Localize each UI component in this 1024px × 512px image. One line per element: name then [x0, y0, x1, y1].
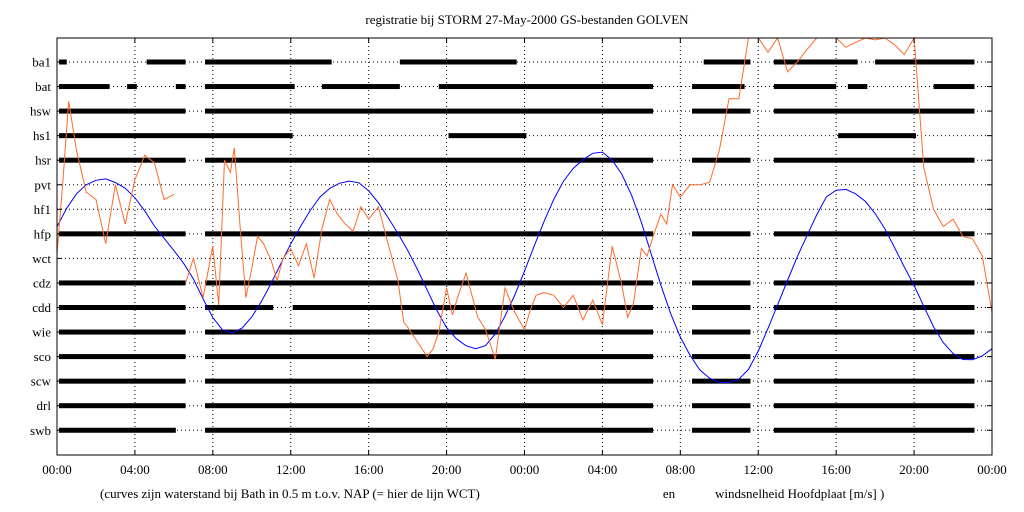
availability-segment-sco	[59, 354, 186, 359]
grid-lines	[57, 38, 992, 455]
y-tick-label-hs1: hs1	[32, 128, 51, 144]
y-tick-label-wct: wct	[32, 250, 51, 266]
availability-segment-hfp	[692, 231, 750, 236]
x-tick-label: 20:00	[899, 462, 929, 477]
availability-segment-drl	[774, 403, 975, 408]
y-tick-label-swb: swb	[30, 422, 51, 438]
availability-segment-cdd	[205, 305, 273, 310]
availability-segment-scw	[205, 379, 653, 384]
availability-segment-cdd	[692, 305, 750, 310]
y-tick-label-sco: sco	[33, 349, 51, 365]
y-tick-label-hf1: hf1	[33, 201, 51, 217]
availability-segment-swb	[59, 428, 176, 433]
availability-segment-hsw	[205, 109, 653, 114]
availability-segment-cdz	[59, 280, 186, 285]
availability-segment-bat	[205, 84, 295, 89]
x-tick-label: 20:00	[431, 462, 462, 477]
availability-segment-hfp	[774, 231, 975, 236]
y-tick-label-hsw: hsw	[30, 103, 51, 119]
availability-segment-drl	[205, 403, 653, 408]
availability-segment-ba1	[400, 60, 517, 65]
y-tick-label-ba1: ba1	[32, 54, 51, 70]
x-tick-label: 16:00	[821, 462, 851, 477]
availability-segment-cdd	[774, 305, 975, 310]
availability-segment-bat	[322, 84, 400, 89]
x-tick-label: 00:00	[509, 462, 540, 477]
availability-segment-wie	[205, 330, 653, 335]
availability-segment-wie	[59, 330, 186, 335]
availability-segment-cdz	[692, 280, 750, 285]
y-tick-label-hfp: hfp	[33, 226, 51, 242]
availability-segment-bat	[934, 84, 975, 89]
availability-segment-hsr	[774, 158, 975, 163]
availability-segment-sco	[692, 354, 750, 359]
availability-segment-hsr	[692, 158, 750, 163]
availability-segment-drl	[692, 403, 750, 408]
availability-segment-bat	[692, 84, 745, 89]
availability-segment-wie	[774, 330, 975, 335]
availability-segment-bat	[127, 84, 137, 89]
availability-segment-hsw	[59, 109, 186, 114]
availability-segment-ba1	[704, 60, 751, 65]
availability-segment-hsw	[692, 109, 750, 114]
availability-segment-bat	[774, 84, 836, 89]
y-tick-label-cdz: cdz	[32, 275, 51, 291]
y-tick-label-drl: drl	[36, 398, 51, 414]
availability-segment-bat	[439, 84, 653, 89]
x-tick-labels	[42, 462, 1007, 477]
x-tick-label: 00:00	[42, 462, 72, 477]
availability-segment-bat	[176, 84, 186, 89]
availability-segment-drl	[59, 403, 186, 408]
availability-segment-hfp	[205, 231, 653, 236]
availability-segment-ba1	[774, 60, 858, 65]
y-tick-label-pvt: pvt	[34, 177, 51, 193]
x-tick-label: 04:00	[587, 462, 618, 477]
availability-segment-scw	[774, 379, 975, 384]
y-tick-label-hsr: hsr	[35, 152, 51, 168]
availability-segment-swb	[692, 428, 750, 433]
y-tick-label-cdd: cdd	[32, 300, 51, 315]
availability-bars	[59, 60, 975, 433]
availability-segment-ba1	[205, 60, 332, 65]
x-axis-label-wind: windsnelheid Hoofdplaat [m/s] )	[715, 486, 885, 501]
x-axis-label-en: en	[662, 486, 676, 501]
availability-segment-cdd	[59, 305, 186, 310]
availability-segment-bat	[848, 84, 867, 89]
availability-segment-hsw	[774, 109, 975, 114]
availability-segment-ba1	[875, 60, 974, 65]
availability-segment-hs1	[449, 133, 527, 138]
availability-segment-scw	[59, 379, 186, 384]
availability-segment-hs1	[838, 133, 916, 138]
availability-segment-bat	[59, 84, 110, 89]
x-tick-label: 08:00	[665, 462, 696, 477]
availability-segment-cdz	[774, 280, 975, 285]
availability-segment-sco	[774, 354, 975, 359]
availability-segment-cdd	[293, 305, 653, 310]
x-tick-label: 04:00	[120, 462, 150, 477]
x-tick-label: 16:00	[353, 462, 384, 477]
availability-segment-swb	[205, 428, 653, 433]
x-tick-label: 00:00	[977, 462, 1007, 477]
availability-segment-swb	[774, 428, 975, 433]
x-axis-label-curves: (curves zijn waterstand bij Bath in 0.5 m t.o.v. NAP (= hier de lijn WCT)	[100, 486, 480, 501]
y-tick-label-bat: bat	[35, 79, 51, 95]
x-tick-label: 12:00	[743, 462, 774, 477]
x-tick-label: 08:00	[198, 462, 228, 477]
y-tick-label-scw: scw	[30, 373, 51, 389]
availability-segment-ba1	[147, 60, 186, 65]
availability-segment-wie	[692, 330, 750, 335]
y-tick-labels	[30, 55, 52, 438]
x-tick-label: 12:00	[275, 462, 306, 477]
availability-segment-hfp	[59, 231, 186, 236]
availability-segment-hsr	[205, 158, 653, 163]
y-tick-label-wie: wie	[32, 324, 51, 340]
chart-title: registratie bij STORM 27-May-2000 GS-bestanden GOLVEN	[365, 12, 689, 27]
availability-segment-hs1	[59, 133, 293, 138]
